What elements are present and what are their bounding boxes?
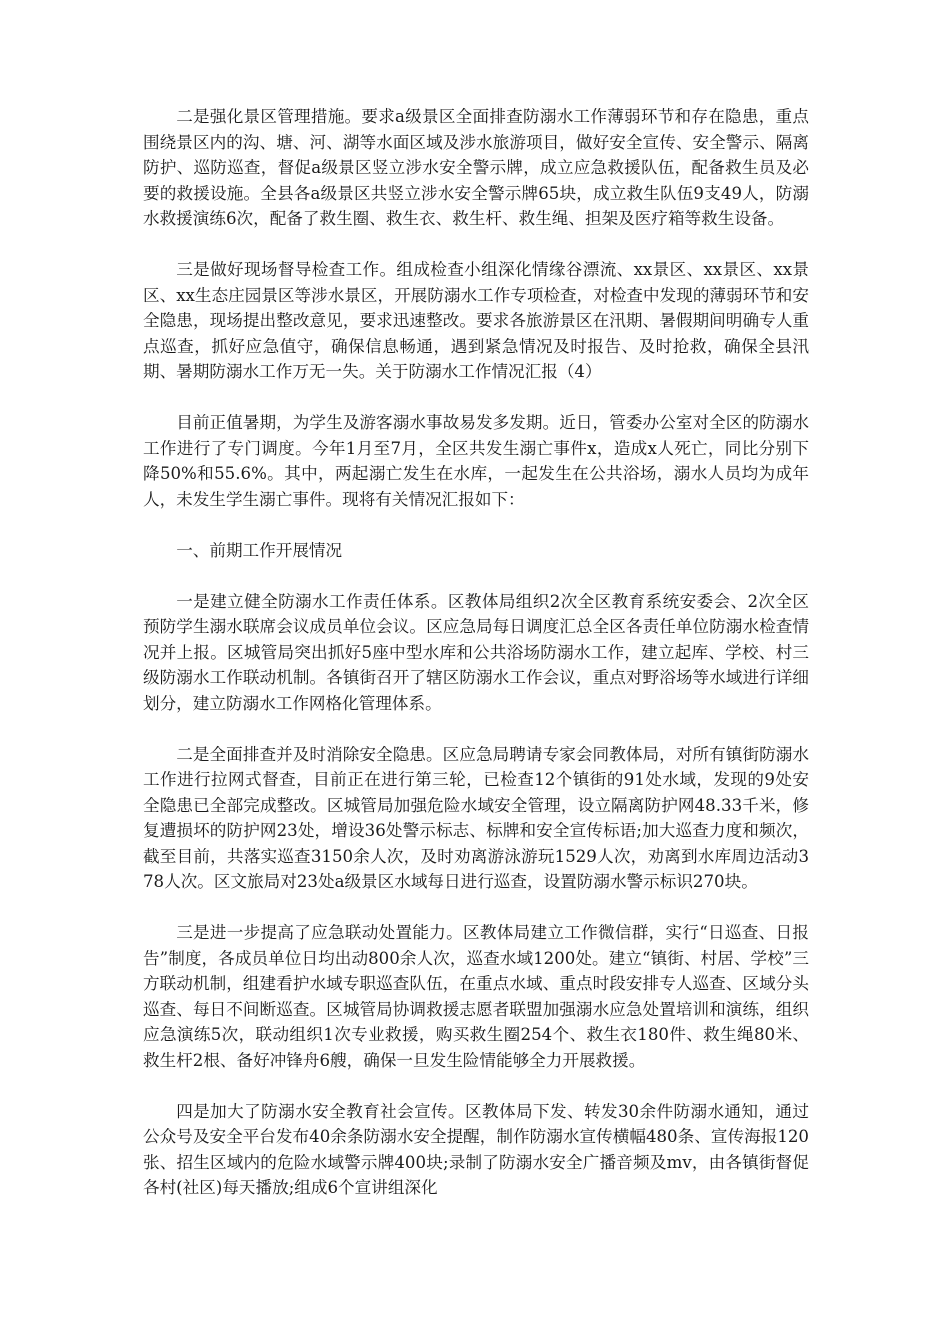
paragraph-scenic-area-measures: 二是强化景区管理措施。要求a级景区全面排查防溺水工作薄弱环节和存在隐患，重点围绕景区内的沟、塘、河、湖等水面区域及涉水旅游项目，做好安全宣传、安全警示、隔离防护、巡防巡查，督促a级景区竖立涉水安全警示牌，成立应急救援队伍，配备救生员及必要的救援设施。全县各a级景区共竖立涉水安全警示牌65块，成立救生队伍9支49人，防溺水救援演练6次，配备了救生圈、救生衣、救生杆、救生绳、担架及医疗箱等救生设备。	[143, 107, 809, 228]
paragraph-summer-overview: 目前正值暑期，为学生及游客溺水事故易发多发期。近日，管委办公室对全区的防溺水工作进行了专门调度。今年1月至7月，全区共发生溺亡事件x，造成x人死亡，同比分别下降50%和55.6%。其中，两起溺亡发生在水库，一起发生在公共浴场，溺水人员均为成年人，未发生学生溺亡事件。现将有关情况汇报如下：	[143, 413, 809, 509]
paragraph-responsibility-system: 一是建立健全防溺水工作责任体系。区教体局组织2次全区教育系统安委会、2次全区预防学生溺水联席会议成员单位会议。区应急局每日调度汇总全区各责任单位防溺水检查情况并上报。区城管局突出抓好5座中型水库和公共浴场防溺水工作，建立起库、学校、村三级防溺水工作联动机制。各镇街召开了辖区防溺水工作会议，重点对野浴场等水域进行详细划分，建立防溺水工作网格化管理体系。	[143, 591, 809, 713]
paragraph-hazard-inspection: 二是全面排查并及时消除安全隐患。区应急局聘请专家会同教体局，对所有镇街防溺水工作进行拉网式督查，目前正在进行第三轮，已检查12个镇街的91处水域，发现的9处安全隐患已全部完成整改。区城管局加强危险水域安全管理，设立隔离防护网48.33千米，修复遭损坏的防护网23处，增设36处警示标志、标牌和安全宣传标语;加大巡查力度和频次，截至目前，共落实巡查3150余人次，及时劝离游泳游玩1529人次，劝离到水库周边活动378人次。区文旅局对23处a级景区水域每日进行巡查，设置防溺水警示标识270块。	[143, 744, 809, 891]
paragraph-site-inspection: 三是做好现场督导检查工作。组成检查小组深化情缘谷漂流、xx景区、xx景区、xx景区、xx生态庄园景区等涉水景区，开展防溺水工作专项检查，对检查中发现的薄弱环节和安全隐患，现场提出整改意见，要求迅速整改。要求各旅游景区在汛期、暑假期间明确专人重点巡查，抓好应急值守，确保信息畅通，遇到紧急情况及时报告、及时抢救，确保全县汛期、暑期防溺水工作万无一失。关于防溺水工作情况汇报（4）	[143, 260, 809, 381]
paragraph-safety-education: 四是加大了防溺水安全教育社会宣传。区教体局下发、转发30余件防溺水通知，通过公众号及安全平台发布40余条防溺水安全提醒，制作防溺水宣传横幅480条、宣传海报120张、招生区域内的危险水域警示牌400块;录制了防溺水安全广播音频及mv，由各镇街督促各村(社区)每天播放;组成6个宣讲组深化	[143, 1101, 809, 1197]
paragraph-emergency-response: 三是进一步提高了应急联动处置能力。区教体局建立工作微信群，实行“日巡查、日报告”制度，各成员单位日均出动800余人次，巡查水域1200处。建立“镇街、村居、学校”三方联动机制，组建看护水域专职巡查队伍，在重点水域、重点时段安排专人巡查、区域分头巡查、每日不间断巡查。区城管局协调救援志愿者联盟加强溺水应急处置培训和演练，组织应急演练5次，联动组织1次专业救援，购买救生圈254个、救生衣180件、救生绳80米、救生杆2根、备好冲锋舟6艘，确保一旦发生险情能够全力开展救援。	[143, 923, 809, 1070]
section-heading-preliminary-work: 一、前期工作开展情况	[176, 540, 343, 560]
document-body	[143, 104, 809, 1201]
